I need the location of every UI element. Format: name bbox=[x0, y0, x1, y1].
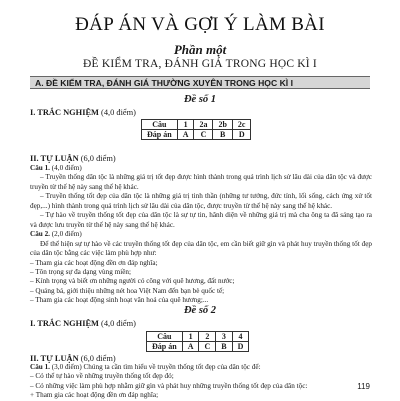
table-row bbox=[147, 332, 249, 342]
question-label: Câu 2. bbox=[30, 230, 50, 239]
answer-line: – Kính trọng và biết ơn những người có công với quê hương, đất nước; bbox=[30, 277, 235, 286]
table-cell: Đáp án bbox=[142, 130, 178, 140]
table-cell: 1 bbox=[177, 120, 194, 130]
question-label: Câu 1. bbox=[30, 363, 50, 371]
table-cell: 2a bbox=[194, 120, 213, 130]
answer-line: – Có thể tự hào về những truyền thống tốt đẹp đó; bbox=[30, 372, 174, 381]
exam2-mc-points: (4,0 điểm) bbox=[101, 319, 136, 328]
exam1-answer-table bbox=[141, 119, 251, 140]
exam2-answer-table bbox=[146, 331, 249, 352]
subtitle: ĐỀ KIỂM TRA, ĐÁNH GIÁ TRONG HỌC KÌ I bbox=[83, 58, 317, 70]
table-cell: 2c bbox=[232, 120, 251, 130]
exam1-title: Đề số 1 bbox=[183, 94, 217, 105]
exam1-mc-heading bbox=[30, 108, 136, 117]
answer-line: – Tự hào về truyền thống tốt đẹp của dân tộc là sự tự tin, hãnh diện về những giá trị mà cha ông ta đã sáng tạo ra và được lưu truyền từ thế hệ này sang thế hệ khác. bbox=[30, 211, 372, 229]
exam1-mc-points: (4,0 điểm) bbox=[101, 108, 136, 117]
table-row bbox=[142, 130, 251, 140]
exam2-mc-heading bbox=[30, 319, 136, 328]
exam1-essay-heading bbox=[30, 154, 116, 163]
table-row bbox=[142, 120, 251, 130]
question-text: (3,0 điểm) Chúng ta cần tìm hiểu về truyền thống tốt đẹp của dân tộc để: bbox=[49, 363, 261, 371]
exam2-title: Đề số 2 bbox=[183, 305, 217, 316]
table-cell: B bbox=[213, 130, 232, 140]
part-heading: Phần một bbox=[173, 42, 227, 57]
exam2-essay-label: II. TỰ LUẬN bbox=[30, 354, 79, 363]
table-cell: D bbox=[232, 342, 249, 352]
question-text: (2,0 điểm) bbox=[49, 230, 82, 239]
question-line bbox=[30, 164, 372, 173]
table-cell: Câu bbox=[142, 120, 178, 130]
exam1-answer-body bbox=[30, 164, 372, 306]
page-number: 119 bbox=[357, 382, 370, 391]
answer-line: – Có những việc làm phù hợp nhằm giữ gìn và phát huy những truyền thống tốt đẹp của dân tộc: bbox=[30, 381, 308, 390]
table-cell: C bbox=[199, 342, 216, 352]
page-title: ĐÁP ÁN VÀ GỢI Ý LÀM BÀI bbox=[75, 14, 325, 35]
table-cell: C bbox=[194, 130, 213, 140]
exam2-mc-label: I. TRẮC NGHIỆM bbox=[30, 319, 99, 328]
answer-line: + Tham gia các hoạt động đền ơn đáp nghĩa; bbox=[30, 391, 159, 400]
exam2-answer-body bbox=[30, 363, 372, 401]
answer-line: – Truyền thống dân tộc là những giá trị tốt đẹp được hình thành trong quá trình lịch sử lâu dài của dân tộc và được truyền từ thế hệ này sang thế hệ khác. bbox=[30, 173, 372, 191]
answer-line: – Truyền thống tốt đẹp của dân tộc là những giá trị tinh thần (những tư tưởng, đức tính, lối sống, cách ứng xử tốt đẹp,...) hình thành trong quá trình lịch sử lâu dài của dân tộc, được truyền từ thế hệ này sang thế hệ khác. bbox=[30, 192, 372, 210]
table-cell: 2b bbox=[213, 120, 232, 130]
table-cell: 2 bbox=[199, 332, 216, 342]
table-cell: 4 bbox=[232, 332, 249, 342]
table-cell: A bbox=[182, 342, 199, 352]
table-cell: D bbox=[232, 130, 251, 140]
answer-line: – Tham gia các hoạt động đền ơn đáp nghĩa; bbox=[30, 258, 158, 267]
answer-line: – Quảng bá, giới thiệu những nét hoa Việt Nam đến bạn bè quốc tế; bbox=[30, 286, 225, 295]
table-cell: A bbox=[177, 130, 194, 140]
section-a-heading: A. ĐỀ KIỂM TRA, ĐÁNH GIÁ THƯỜNG XUYÊN TRONG HỌC KÌ I bbox=[30, 76, 370, 89]
exam2-essay-heading bbox=[30, 354, 116, 363]
answer-line: – Tôn trọng sự đa dạng vùng miền; bbox=[30, 267, 131, 276]
answer-line: – Tham gia các hoạt động sinh hoạt văn hoá của quê hương;... bbox=[30, 296, 209, 305]
answer-line: Để thể hiện sự tự hào về các truyền thống tốt đẹp của dân tộc, em cần biết giữ gìn và phát huy truyền thống tốt đẹp của dân tộc bằng các việc làm phù hợp như: bbox=[30, 239, 372, 258]
table-cell: Câu bbox=[147, 332, 183, 342]
table-cell: 1 bbox=[182, 332, 199, 342]
exam1-essay-points: (6,0 điểm) bbox=[80, 154, 116, 163]
exam1-mc-label: I. TRẮC NGHIỆM bbox=[30, 108, 99, 117]
question-line bbox=[30, 230, 372, 239]
question-text: (4,0 điểm) bbox=[49, 164, 82, 172]
exam1-essay-label: II. TỰ LUẬN bbox=[30, 154, 79, 163]
table-cell: B bbox=[216, 342, 232, 352]
table-row bbox=[147, 342, 249, 352]
table-cell: Đáp án bbox=[147, 342, 183, 352]
exam2-essay-points: (6,0 điểm) bbox=[80, 354, 116, 363]
table-cell: 3 bbox=[216, 332, 232, 342]
question-label: Câu 1. bbox=[30, 164, 50, 172]
